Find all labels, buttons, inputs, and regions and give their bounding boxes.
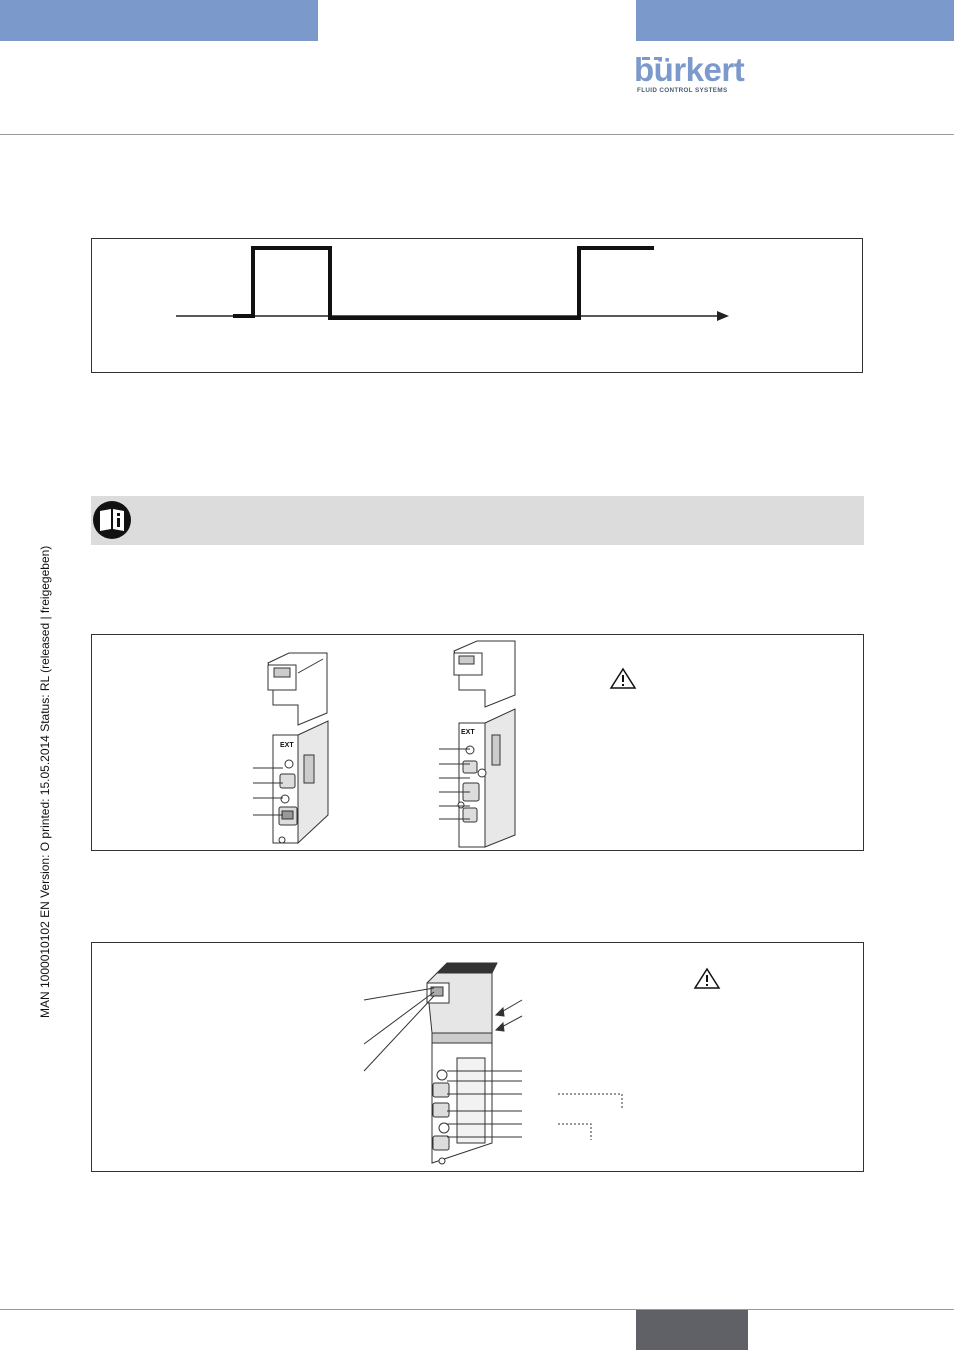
valve-right-ext-label: EXT: [461, 729, 475, 736]
note-bar: [91, 496, 864, 545]
warning-icon: [695, 969, 719, 988]
logo-tagline: FLUID CONTROL SYSTEMS: [637, 87, 728, 94]
footer-divider: [0, 1309, 954, 1310]
header-band-left: [0, 0, 318, 41]
logo-wordmark: bürkert: [634, 51, 745, 88]
valve-panel-b: [91, 942, 864, 1172]
valve-block: [427, 963, 497, 1164]
valve-panel-b-drawing: [92, 943, 865, 1173]
signal-diagram: [92, 239, 864, 374]
valve-b-callouts: [364, 988, 622, 1140]
valve-panel-a-drawing: [92, 635, 865, 852]
burkert-logo: [634, 51, 745, 97]
page-number-tab: [636, 1310, 748, 1350]
valve-panel-a: [91, 634, 864, 851]
signal-diagram-frame: [91, 238, 863, 373]
signal-trace: [233, 248, 654, 318]
axis-arrowhead: [717, 311, 729, 321]
valve-left-ext-label: EXT: [280, 742, 294, 749]
manual-info-icon: [91, 496, 151, 545]
document-version-note: MAN 1000010102 EN Version: O printed: 15.05.2014 Status: RL (released | freigegeben): [38, 545, 52, 1018]
warning-icon: [611, 669, 635, 688]
valve-right: [454, 641, 515, 847]
header-band-right: [636, 0, 954, 41]
header-divider: [0, 134, 954, 135]
